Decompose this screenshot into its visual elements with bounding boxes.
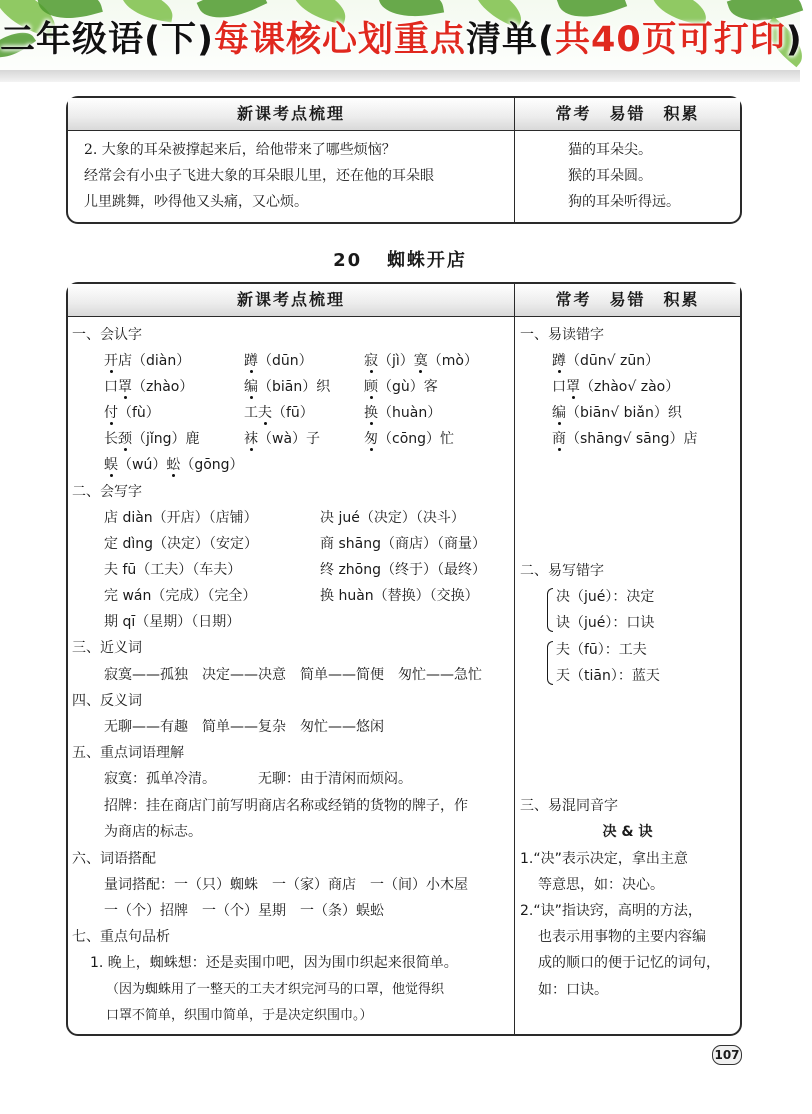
column-divider [514, 98, 515, 222]
synonym-line: 寂寞——孤独 决定——决意 简单——简便 匆忙——急忙 [104, 667, 482, 683]
section-heading: 二、会写字 [72, 484, 142, 500]
misread-item: 蹲（dūn√ zūn） [552, 353, 660, 369]
miswrite-item: 夫（fū）：工夫 [556, 642, 647, 658]
homophone-note: 成的顺口的便于记忆的词句， [538, 955, 720, 971]
word-item: 换（huàn） [364, 405, 442, 421]
analysis-line: （因为蜘蛛用了一整天的工夫才织完河马的口罩，他觉得织 [106, 982, 445, 997]
misread-item: 商（shāng√ sāng）店 [552, 431, 698, 447]
write-item: 期 qī（星期）（日期） [104, 614, 241, 630]
title-part: 二年级语(下) [0, 20, 214, 60]
word-item: 长颈（jǐng）鹿 [104, 431, 200, 447]
notes-box-main [66, 282, 742, 1036]
page-title [0, 12, 803, 62]
answer-line: 儿里跳舞，吵得他又头痛，又心烦。 [84, 194, 308, 210]
write-item: 换 huàn（替换）（交换） [320, 588, 479, 604]
lesson-name: 蜘蛛开店 [386, 250, 467, 271]
lesson-title [0, 246, 800, 272]
word-item: 蜈（wú）蚣（gōng） [104, 457, 244, 473]
section-heading: 三、近义词 [72, 640, 142, 656]
miswrite-item: 决（jué）：决定 [556, 589, 655, 605]
brace-mark [547, 588, 553, 632]
word-item: 蹲（dūn） [244, 353, 313, 369]
section-heading: 三、易混同音字 [520, 798, 618, 814]
word-item: 工夫（fū） [244, 405, 314, 421]
write-item: 终 zhōng（终于）（最终） [320, 562, 486, 578]
definition-line: 招牌：挂在商店门前写明商店名称或经销的货物的牌子，作 [104, 798, 468, 814]
title-part: ) [785, 20, 803, 60]
word-item: 开店（diàn） [104, 353, 191, 369]
collocation-line: 量词搭配：一（只）蜘蛛 一（家）商店 一（间）小木屋 [104, 877, 468, 893]
homophone-note: 2.“诀”指诀窍，高明的方法， [520, 903, 702, 919]
title-part: 每课核心划重点 [214, 20, 467, 60]
antonym-line: 无聊——有趣 简单——复杂 匆忙——悠闲 [104, 719, 384, 735]
box-header [68, 98, 740, 131]
homophone-note: 也表示用事物的主要内容编 [538, 929, 706, 945]
homophone-note: 等意思，如：决心。 [538, 877, 664, 893]
banner-divider [0, 70, 800, 82]
definition-line: 无聊：由于清闲而烦闷。 [258, 771, 412, 787]
write-item: 店 diàn（开店）（店铺） [104, 510, 258, 526]
word-item: 编（biān）织 [244, 379, 331, 395]
analysis-line: 口罩不简单，织围巾简单，于是决定织围巾。） [106, 1008, 373, 1023]
definition-line: 寂寞：孤单冷清。 [104, 771, 216, 787]
header-right: 常考 易错 积累 [555, 104, 700, 123]
write-item: 夫 fū（工夫）（车夫） [104, 562, 242, 578]
header-left: 新课考点梳理 [236, 290, 345, 309]
misread-item: 编（biān√ biǎn）织 [552, 405, 682, 421]
write-item: 决 jué（决定）（决斗） [320, 510, 465, 526]
word-item: 寂（jì）寞（mò） [364, 353, 478, 369]
box-header [68, 284, 740, 317]
misread-item: 口罩（zhào√ zào） [552, 379, 680, 395]
homophone-note: 如：口诀。 [538, 982, 608, 998]
brace-mark [547, 641, 553, 685]
lesson-number: 20 [333, 250, 363, 271]
miswrite-item: 天（tiān）：蓝天 [556, 668, 660, 684]
page-number: 107 [712, 1045, 742, 1065]
answer-line: 经常会有小虫子飞进大象的耳朵眼儿里，还在他的耳朵眼 [84, 168, 434, 184]
title-part: 清单( [466, 20, 556, 60]
word-item: 袜（wà）子 [244, 431, 321, 447]
write-item: 商 shāng（商店）（商量） [320, 536, 486, 552]
tip-line: 狗的耳朵听得远。 [568, 194, 680, 210]
word-item: 口罩（zhào） [104, 379, 194, 395]
section-heading: 一、易读错字 [520, 327, 604, 343]
question-line: 2. 大象的耳朵被撑起来后，给他带来了哪些烦恼？ [84, 142, 396, 158]
section-heading: 二、易写错字 [520, 563, 604, 579]
section-heading: 四、反义词 [72, 693, 142, 709]
word-item: 顾（gù）客 [364, 379, 438, 395]
definition-line: 为商店的标志。 [104, 824, 202, 840]
section-heading: 五、重点词语理解 [72, 745, 184, 761]
tip-line: 猴的耳朵圆。 [568, 168, 652, 184]
homophone-note: 1.“决”表示决定，拿出主意 [520, 851, 688, 867]
page-banner [0, 0, 803, 84]
collocation-line: 一（个）招牌 一（个）星期 一（条）蜈蚣 [104, 903, 384, 919]
word-item: 付（fù） [104, 405, 160, 421]
sentence-line: 1. 晚上，蜘蛛想：还是卖围巾吧，因为围巾织起来很简单。 [90, 955, 458, 971]
header-right: 常考 易错 积累 [555, 290, 700, 309]
section-heading: 一、会认字 [72, 327, 142, 343]
section-heading: 六、词语搭配 [72, 851, 156, 867]
miswrite-item: 诀（jué）：口诀 [556, 615, 655, 631]
tip-line: 猫的耳朵尖。 [568, 142, 652, 158]
homophone-pair: 决 & 诀 [602, 824, 653, 840]
title-part: 共40页可打印 [555, 20, 786, 60]
notes-box-top [66, 96, 742, 224]
column-divider [514, 284, 515, 1034]
word-item: 匆（cōng）忙 [364, 431, 455, 447]
header-left: 新课考点梳理 [236, 104, 345, 123]
section-heading: 七、重点句品析 [72, 929, 170, 945]
write-item: 定 dìng（决定）（安定） [104, 536, 258, 552]
write-item: 完 wán（完成）（完全） [104, 588, 257, 604]
